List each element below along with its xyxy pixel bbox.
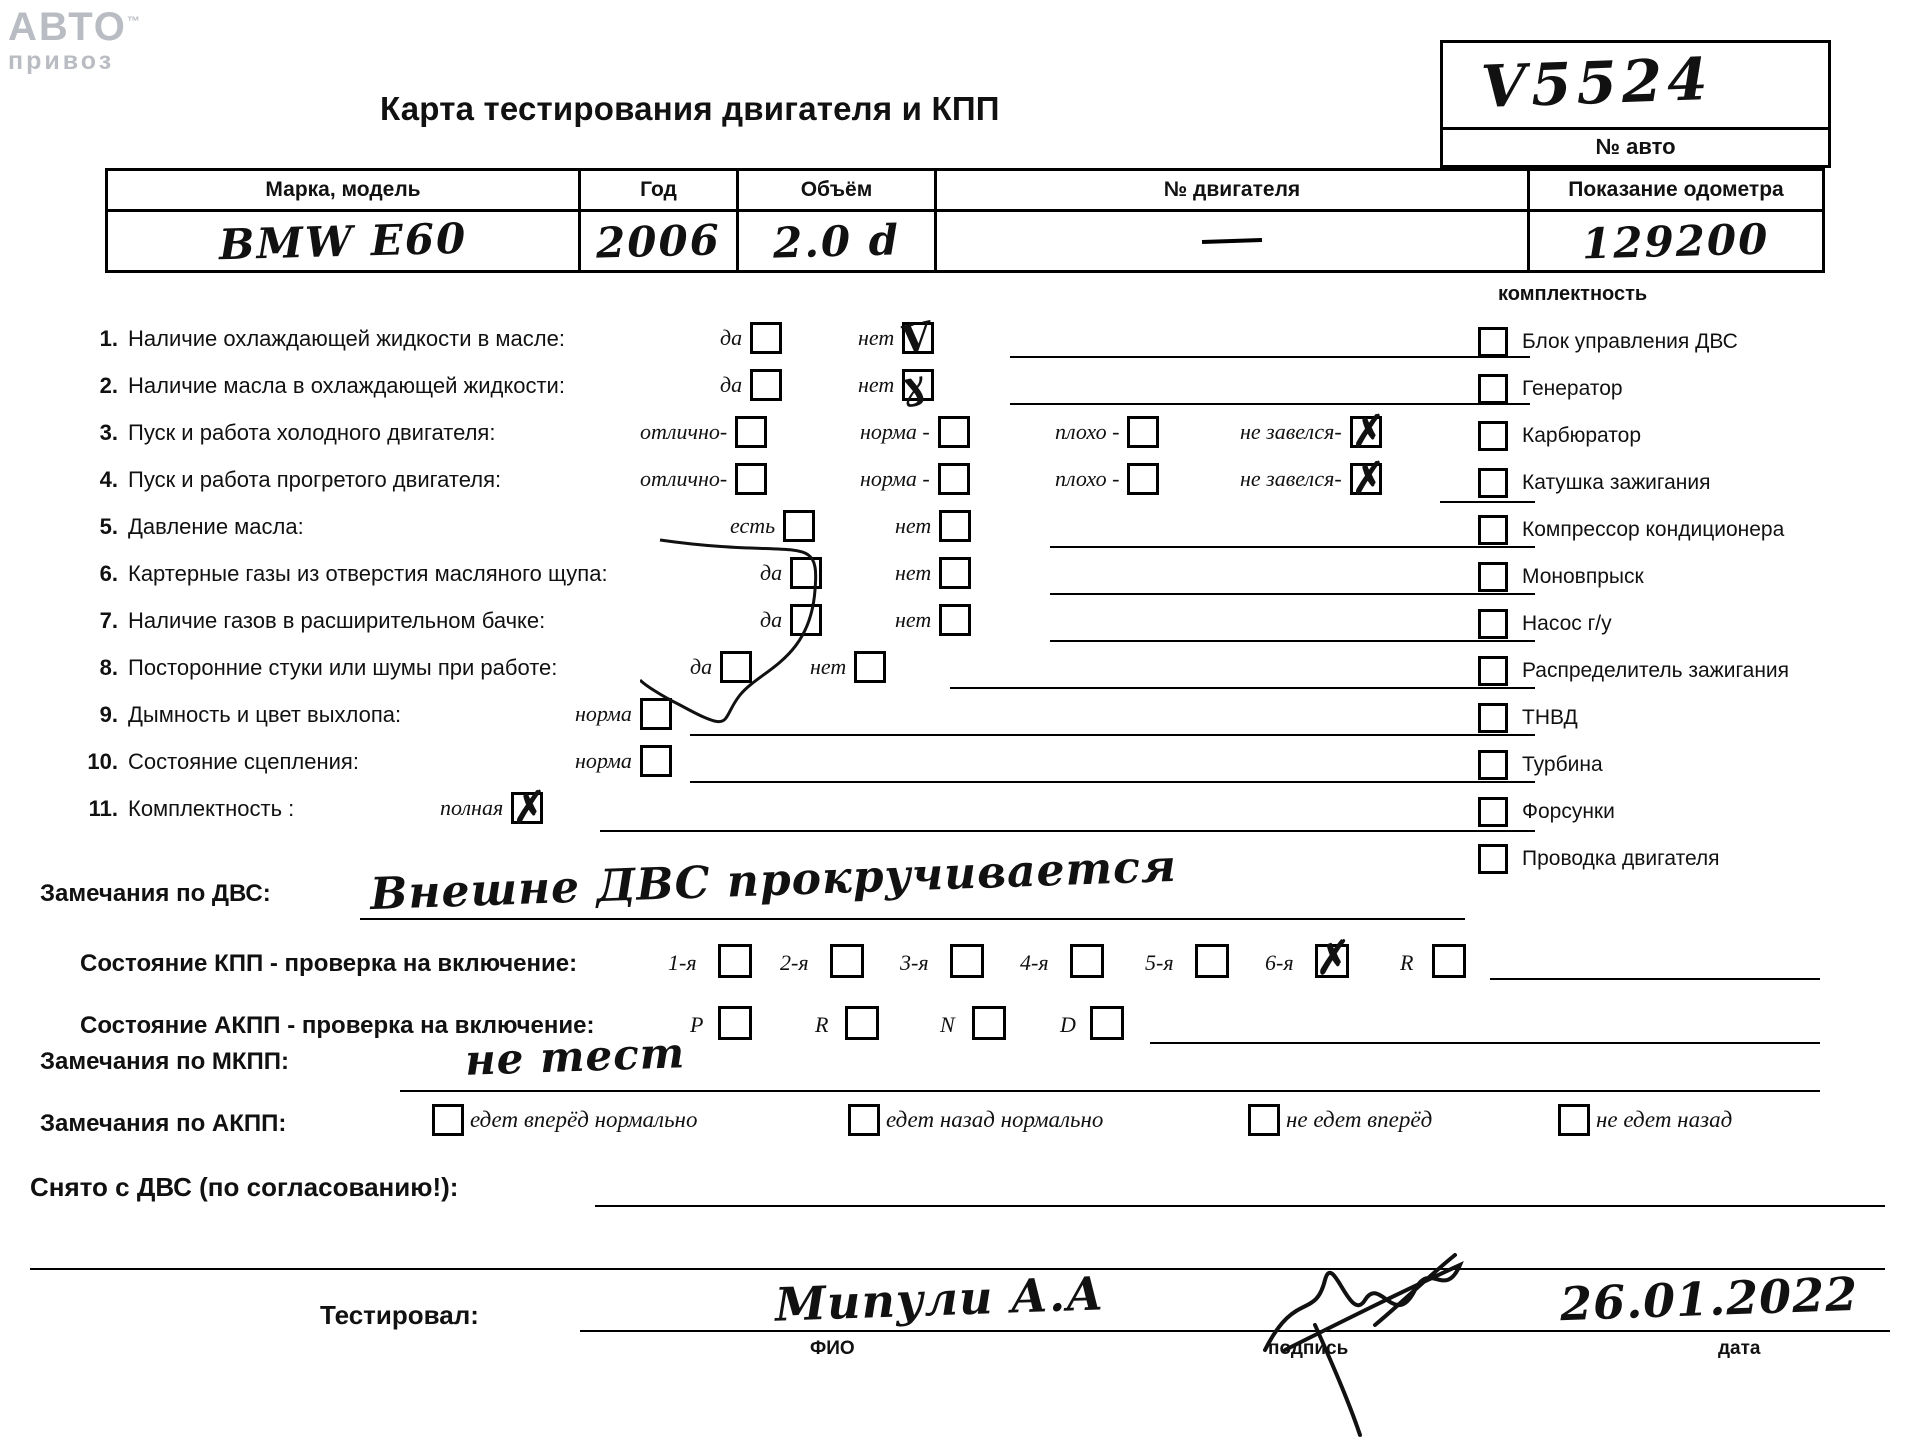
option-6-da[interactable] bbox=[760, 557, 822, 589]
option-label: да bbox=[720, 372, 743, 397]
akpp-pos-label-r: R bbox=[815, 1012, 829, 1037]
checkbox-icon[interactable] bbox=[1248, 1104, 1280, 1136]
auto-number-box bbox=[1440, 40, 1831, 168]
checkbox-icon[interactable] bbox=[1478, 609, 1508, 639]
fio-caption: ФИО bbox=[810, 1338, 855, 1359]
option-label: плохо - bbox=[1055, 466, 1120, 491]
question-row-7 bbox=[70, 602, 1470, 649]
question-row-2 bbox=[70, 360, 1470, 414]
checkbox-icon[interactable] bbox=[1478, 374, 1508, 404]
akpp-pos-checkbox-p[interactable] bbox=[718, 1006, 752, 1040]
fio-handwriting: Мипули А.А bbox=[774, 1266, 1106, 1332]
checkbox-icon[interactable] bbox=[939, 510, 971, 542]
checkbox-icon[interactable] bbox=[848, 1104, 880, 1136]
question-number: 5. bbox=[99, 514, 118, 539]
completeness-item-block-upravleniya[interactable] bbox=[1478, 318, 1908, 365]
question-number: 3. bbox=[99, 420, 118, 445]
td-odometer bbox=[1529, 211, 1824, 272]
answer-rule-line bbox=[1010, 356, 1530, 358]
completeness-item-label: Блок управления ДВС bbox=[1522, 329, 1738, 353]
checkbox-icon[interactable] bbox=[750, 369, 782, 401]
question-text: Наличие масла в охлаждающей жидкости: bbox=[128, 373, 565, 398]
option-4-ploho[interactable] bbox=[1055, 463, 1159, 495]
option-label: плохо - bbox=[1055, 419, 1120, 444]
question-number: 9. bbox=[99, 702, 118, 727]
auto-number-value-cell bbox=[1443, 43, 1828, 130]
option-label: да bbox=[760, 560, 783, 585]
watermark-sub-text: привоз bbox=[8, 47, 115, 75]
checkbox-icon[interactable] bbox=[1478, 421, 1508, 451]
question-row-9 bbox=[70, 696, 1470, 743]
answer-rule-line bbox=[950, 687, 1535, 689]
checkbox-icon[interactable] bbox=[1127, 463, 1159, 495]
question-text: Комплектность : bbox=[128, 796, 295, 821]
completeness-item-kompressor[interactable] bbox=[1478, 506, 1908, 553]
td-volume bbox=[738, 211, 936, 272]
mkpp-rule-line bbox=[400, 1090, 1820, 1092]
question-row-10 bbox=[70, 743, 1470, 790]
checkbox-icon[interactable] bbox=[432, 1104, 464, 1136]
question-text: Пуск и работа прогретого двигателя: bbox=[128, 467, 502, 492]
option-label: не едет назад bbox=[1596, 1107, 1733, 1132]
question-text: Картерные газы из отверстия масляного щупа: bbox=[128, 561, 608, 586]
option-label: отлично- bbox=[640, 466, 728, 491]
question-text: Посторонние стуки или шумы при работе: bbox=[128, 655, 558, 680]
td-brand-model bbox=[107, 211, 580, 272]
option-label: да bbox=[690, 654, 713, 679]
question-number: 6. bbox=[99, 561, 118, 586]
option-10-norma[interactable] bbox=[575, 745, 672, 777]
th-odometer: Показание одометра bbox=[1529, 170, 1824, 211]
checkbox-icon[interactable] bbox=[783, 510, 815, 542]
question-number: 11. bbox=[88, 796, 118, 821]
th-year: Год bbox=[580, 170, 738, 211]
option-label: нет bbox=[858, 372, 895, 397]
question-text: Давление масла: bbox=[128, 514, 304, 539]
tested-by-label: Тестировал: bbox=[320, 1300, 479, 1330]
option-5-net[interactable] bbox=[895, 510, 971, 542]
checkbox-icon[interactable] bbox=[640, 745, 672, 777]
option-8-da[interactable] bbox=[690, 651, 752, 683]
question-number: 2. bbox=[99, 373, 118, 398]
checkbox-icon[interactable] bbox=[790, 557, 822, 589]
page-title: Карта тестирования двигателя и КПП bbox=[380, 90, 1000, 127]
option-7-da[interactable] bbox=[760, 604, 822, 636]
table-header-row bbox=[107, 170, 1824, 211]
checkbox-icon[interactable] bbox=[938, 416, 970, 448]
option-label: норма bbox=[575, 701, 632, 726]
dvs-notes-handwriting: Внешне ДВС прокручивается bbox=[369, 840, 1178, 921]
completeness-item-monovprysk[interactable] bbox=[1478, 553, 1908, 600]
completeness-item-label: ТНВД bbox=[1522, 705, 1578, 729]
signature-scribble bbox=[1255, 1230, 1585, 1440]
akpp-state-label: Состояние АКПП - проверка на включение: bbox=[80, 1012, 595, 1039]
kpp-gear-label-5: 5-я bbox=[1145, 950, 1174, 975]
table-value-row bbox=[107, 211, 1824, 272]
dvs-notes-rule-line bbox=[360, 918, 1465, 920]
option-4-otlichno[interactable] bbox=[640, 463, 767, 495]
completeness-item-label: Распределитель зажигания bbox=[1522, 658, 1790, 682]
option-1-net[interactable] bbox=[858, 312, 936, 363]
option-label: нет bbox=[895, 513, 932, 538]
akpp-notes-label: Замечания по АКПП: bbox=[40, 1110, 287, 1137]
option-label: полная bbox=[440, 795, 504, 820]
check-mark-icon: Ⅴ bbox=[896, 312, 936, 363]
completeness-item-tnvd[interactable] bbox=[1478, 694, 1908, 741]
kpp-gear-checkbox-r[interactable] bbox=[1432, 944, 1466, 978]
completeness-item-katushka[interactable] bbox=[1478, 459, 1908, 506]
kpp-gear-label-2: 2-я bbox=[780, 950, 809, 975]
check-mark-icon: ✗ bbox=[505, 782, 547, 833]
completeness-item-label: Форсунки bbox=[1522, 799, 1615, 823]
akpp-pos-label-p: P bbox=[690, 1012, 704, 1037]
kpp-state-label: Состояние КПП - проверка на включение: bbox=[80, 950, 578, 977]
option-label: не завелся- bbox=[1240, 419, 1342, 444]
date-handwriting: 26.01.2022 bbox=[1559, 1266, 1859, 1332]
option-label: нет bbox=[858, 325, 895, 350]
answer-rule-line bbox=[1010, 403, 1530, 405]
auto-number-handwriting: V5524 bbox=[1479, 44, 1714, 122]
answer-rule-line bbox=[1050, 593, 1535, 595]
removed-from-engine-label: Снято с ДВС (по согласованию!): bbox=[30, 1172, 459, 1202]
kpp-gear-label-r: R bbox=[1400, 950, 1414, 975]
check-mark-icon: ✗ bbox=[1344, 453, 1385, 504]
kpp-rule-line bbox=[1490, 978, 1820, 980]
option-label: норма - bbox=[860, 466, 930, 491]
completeness-item-turbina[interactable] bbox=[1478, 741, 1908, 788]
answer-rule-line bbox=[1050, 640, 1535, 642]
checkbox-icon[interactable] bbox=[735, 463, 767, 495]
question-text: Пуск и работа холодного двигателя: bbox=[128, 420, 496, 445]
option-3-otlichno[interactable] bbox=[640, 416, 767, 448]
date-caption: дата bbox=[1718, 1338, 1761, 1359]
option-5-est[interactable] bbox=[730, 510, 815, 542]
answer-rule-line bbox=[690, 734, 1535, 736]
answer-rule-line bbox=[690, 781, 1535, 783]
auto-number-caption: № авто bbox=[1595, 134, 1676, 159]
completeness-item-raspredelitel[interactable] bbox=[1478, 647, 1908, 694]
option-6-net[interactable] bbox=[895, 557, 971, 589]
kpp-gear-checkbox-3[interactable] bbox=[950, 944, 984, 978]
brand-model-handwriting: BMW E60 bbox=[218, 213, 468, 269]
year-handwriting: 2006 bbox=[595, 214, 722, 268]
akpp-rule-line bbox=[1150, 1042, 1820, 1044]
watermark-tm: ™ bbox=[126, 13, 142, 29]
question-text: Наличие охлаждающей жидкости в масле: bbox=[128, 326, 565, 351]
checkbox-icon[interactable] bbox=[1478, 750, 1508, 780]
option-7-net[interactable] bbox=[895, 604, 971, 636]
option-label: норма bbox=[575, 748, 632, 773]
td-year bbox=[580, 211, 738, 272]
kpp-gear-label-4: 4-я bbox=[1020, 950, 1049, 975]
completeness-item-forsunki[interactable] bbox=[1478, 788, 1908, 835]
question-row-3 bbox=[70, 406, 1470, 461]
completeness-item-label: Генератор bbox=[1522, 376, 1623, 400]
completeness-item-label: Насос г/у bbox=[1522, 611, 1612, 635]
option-9-norma[interactable] bbox=[575, 698, 672, 730]
akpp-note-option-no-forward[interactable] bbox=[1248, 1104, 1432, 1136]
option-label: да bbox=[760, 607, 783, 632]
option-label: норма - bbox=[860, 419, 930, 444]
watermark-main-text: АВТО bbox=[8, 5, 127, 49]
th-engine-number: № двигателя bbox=[936, 170, 1529, 211]
akpp-pos-label-d: D bbox=[1060, 1012, 1076, 1037]
removed-rule-line-2 bbox=[30, 1268, 1885, 1270]
akpp-pos-checkbox-d[interactable] bbox=[1090, 1006, 1124, 1040]
question-row-6 bbox=[70, 555, 1470, 602]
td-engine-number bbox=[936, 211, 1529, 272]
question-number: 7. bbox=[99, 608, 118, 633]
kpp-gear-checkbox-4[interactable] bbox=[1070, 944, 1104, 978]
checkbox-icon[interactable] bbox=[1478, 515, 1508, 545]
completeness-item-label: Катушка зажигания bbox=[1522, 470, 1711, 494]
question-row-4 bbox=[70, 453, 1470, 508]
kpp-gear-checkbox-2[interactable] bbox=[830, 944, 864, 978]
checkbox-icon[interactable] bbox=[1478, 327, 1508, 357]
akpp-pos-checkbox-r[interactable] bbox=[845, 1006, 879, 1040]
answer-rule-line bbox=[600, 830, 1535, 832]
akpp-pos-label-n: N bbox=[940, 1012, 955, 1037]
completeness-item-label: Карбюратор bbox=[1522, 423, 1642, 447]
question-row-8 bbox=[70, 649, 1470, 696]
checkbox-icon[interactable] bbox=[1478, 562, 1508, 592]
option-label: отлично- bbox=[640, 419, 728, 444]
akpp-note-option-reverse-ok[interactable] bbox=[848, 1104, 1103, 1136]
checkbox-icon[interactable] bbox=[1127, 416, 1159, 448]
checkbox-icon[interactable] bbox=[1478, 703, 1508, 733]
check-mark-icon: ✗ bbox=[1308, 932, 1352, 985]
option-3-ne-zavelsya[interactable] bbox=[1240, 406, 1385, 457]
checkbox-icon[interactable] bbox=[790, 604, 822, 636]
vehicle-info-table bbox=[105, 168, 1825, 273]
completeness-item-karbyurator[interactable] bbox=[1478, 412, 1908, 459]
completeness-list bbox=[1478, 318, 1908, 882]
checkbox-icon[interactable] bbox=[939, 557, 971, 589]
th-brand-model: Марка, модель bbox=[107, 170, 580, 211]
option-2-da[interactable] bbox=[720, 369, 782, 401]
kpp-gear-label-1: 1-я bbox=[668, 950, 697, 975]
question-number: 10. bbox=[87, 749, 118, 774]
check-mark-icon: ɣ bbox=[896, 360, 929, 409]
mkpp-notes-handwriting: не тест bbox=[464, 1028, 686, 1085]
question-number: 1. bbox=[99, 326, 118, 351]
completeness-item-generator[interactable] bbox=[1478, 365, 1908, 412]
checkbox-icon[interactable] bbox=[735, 416, 767, 448]
mkpp-notes-label: Замечания по МКПП: bbox=[40, 1048, 290, 1075]
odometer-handwriting: 129200 bbox=[1581, 214, 1771, 268]
option-label: не завелся- bbox=[1240, 466, 1342, 491]
watermark-logo bbox=[8, 6, 178, 74]
question-text: Состояние сцепления: bbox=[128, 749, 359, 774]
checkbox-icon[interactable] bbox=[750, 322, 782, 354]
engine-number-dash bbox=[1202, 238, 1262, 244]
completeness-item-label: Турбина bbox=[1522, 752, 1603, 776]
completeness-title: комплектность bbox=[1498, 283, 1648, 305]
question-number: 4. bbox=[99, 467, 118, 492]
option-3-norma[interactable] bbox=[860, 416, 970, 448]
option-label: едет назад нормально bbox=[886, 1107, 1104, 1132]
completeness-item-nasos-gu[interactable] bbox=[1478, 600, 1908, 647]
option-label: нет bbox=[895, 560, 932, 585]
option-label: не едет вперёд bbox=[1286, 1107, 1433, 1132]
checkbox-icon[interactable] bbox=[1344, 406, 1385, 457]
checkbox-icon[interactable] bbox=[896, 312, 936, 363]
checkbox-icon[interactable] bbox=[938, 463, 970, 495]
checkbox-icon[interactable] bbox=[939, 604, 971, 636]
akpp-note-option-forward-ok[interactable] bbox=[432, 1104, 697, 1136]
checkbox-icon[interactable] bbox=[505, 782, 547, 833]
question-text: Наличие газов в расширительном бачке: bbox=[128, 608, 546, 633]
checkbox-icon[interactable] bbox=[1478, 844, 1508, 874]
option-3-ploho[interactable] bbox=[1055, 416, 1159, 448]
th-volume: Объём bbox=[738, 170, 936, 211]
option-4-norma[interactable] bbox=[860, 463, 970, 495]
answer-rule-line bbox=[1440, 501, 1535, 503]
completeness-item-label: Моновпрыск bbox=[1522, 564, 1644, 588]
checkbox-icon[interactable] bbox=[854, 651, 886, 683]
volume-handwriting: 2.0 d bbox=[772, 214, 901, 268]
option-label: нет bbox=[895, 607, 932, 632]
answer-rule-line bbox=[1050, 546, 1535, 548]
kpp-gear-checkbox-1[interactable] bbox=[718, 944, 752, 978]
checkbox-icon[interactable] bbox=[640, 698, 672, 730]
kpp-gear-checkbox-6[interactable] bbox=[1308, 932, 1352, 985]
option-label: едет вперёд нормально bbox=[470, 1107, 698, 1132]
option-11-polnaya[interactable] bbox=[440, 782, 547, 833]
option-label: нет bbox=[810, 654, 847, 679]
questions-list bbox=[70, 312, 1470, 837]
option-label: да bbox=[720, 325, 743, 350]
question-row-5 bbox=[70, 508, 1470, 555]
question-row-1 bbox=[70, 312, 1470, 367]
completeness-item-label: Проводка двигателя bbox=[1522, 846, 1720, 870]
option-label: есть bbox=[730, 513, 776, 538]
checkbox-icon[interactable] bbox=[1344, 453, 1385, 504]
checkbox-icon[interactable] bbox=[1478, 797, 1508, 827]
check-mark-icon: ✗ bbox=[1344, 406, 1385, 457]
signature-caption: подпись bbox=[1268, 1338, 1349, 1359]
dvs-notes-label: Замечания по ДВС: bbox=[40, 880, 271, 907]
option-2-net[interactable] bbox=[858, 360, 934, 409]
question-text: Дымность и цвет выхлопа: bbox=[128, 702, 402, 727]
akpp-note-option-no-reverse[interactable] bbox=[1558, 1104, 1732, 1136]
option-8-net[interactable] bbox=[810, 651, 886, 683]
checkbox-icon[interactable] bbox=[1478, 468, 1508, 498]
checkbox-icon[interactable] bbox=[1478, 656, 1508, 686]
akpp-pos-checkbox-n[interactable] bbox=[972, 1006, 1006, 1040]
completeness-item-provodka[interactable] bbox=[1478, 835, 1908, 882]
question-number: 8. bbox=[99, 655, 118, 680]
option-4-ne-zavelsya[interactable] bbox=[1240, 453, 1385, 504]
checkbox-icon[interactable] bbox=[720, 651, 752, 683]
kpp-gear-label-3: 3-я bbox=[900, 950, 929, 975]
completeness-item-label: Компрессор кондиционера bbox=[1522, 517, 1785, 541]
question-row-11 bbox=[70, 782, 1470, 837]
option-1-da[interactable] bbox=[720, 322, 782, 354]
removed-rule-line-1 bbox=[595, 1205, 1885, 1207]
checkbox-icon[interactable] bbox=[896, 360, 934, 409]
checkbox-icon[interactable] bbox=[1558, 1104, 1590, 1136]
kpp-gear-checkbox-5[interactable] bbox=[1195, 944, 1229, 978]
kpp-gear-label-6: 6-я bbox=[1265, 950, 1294, 975]
